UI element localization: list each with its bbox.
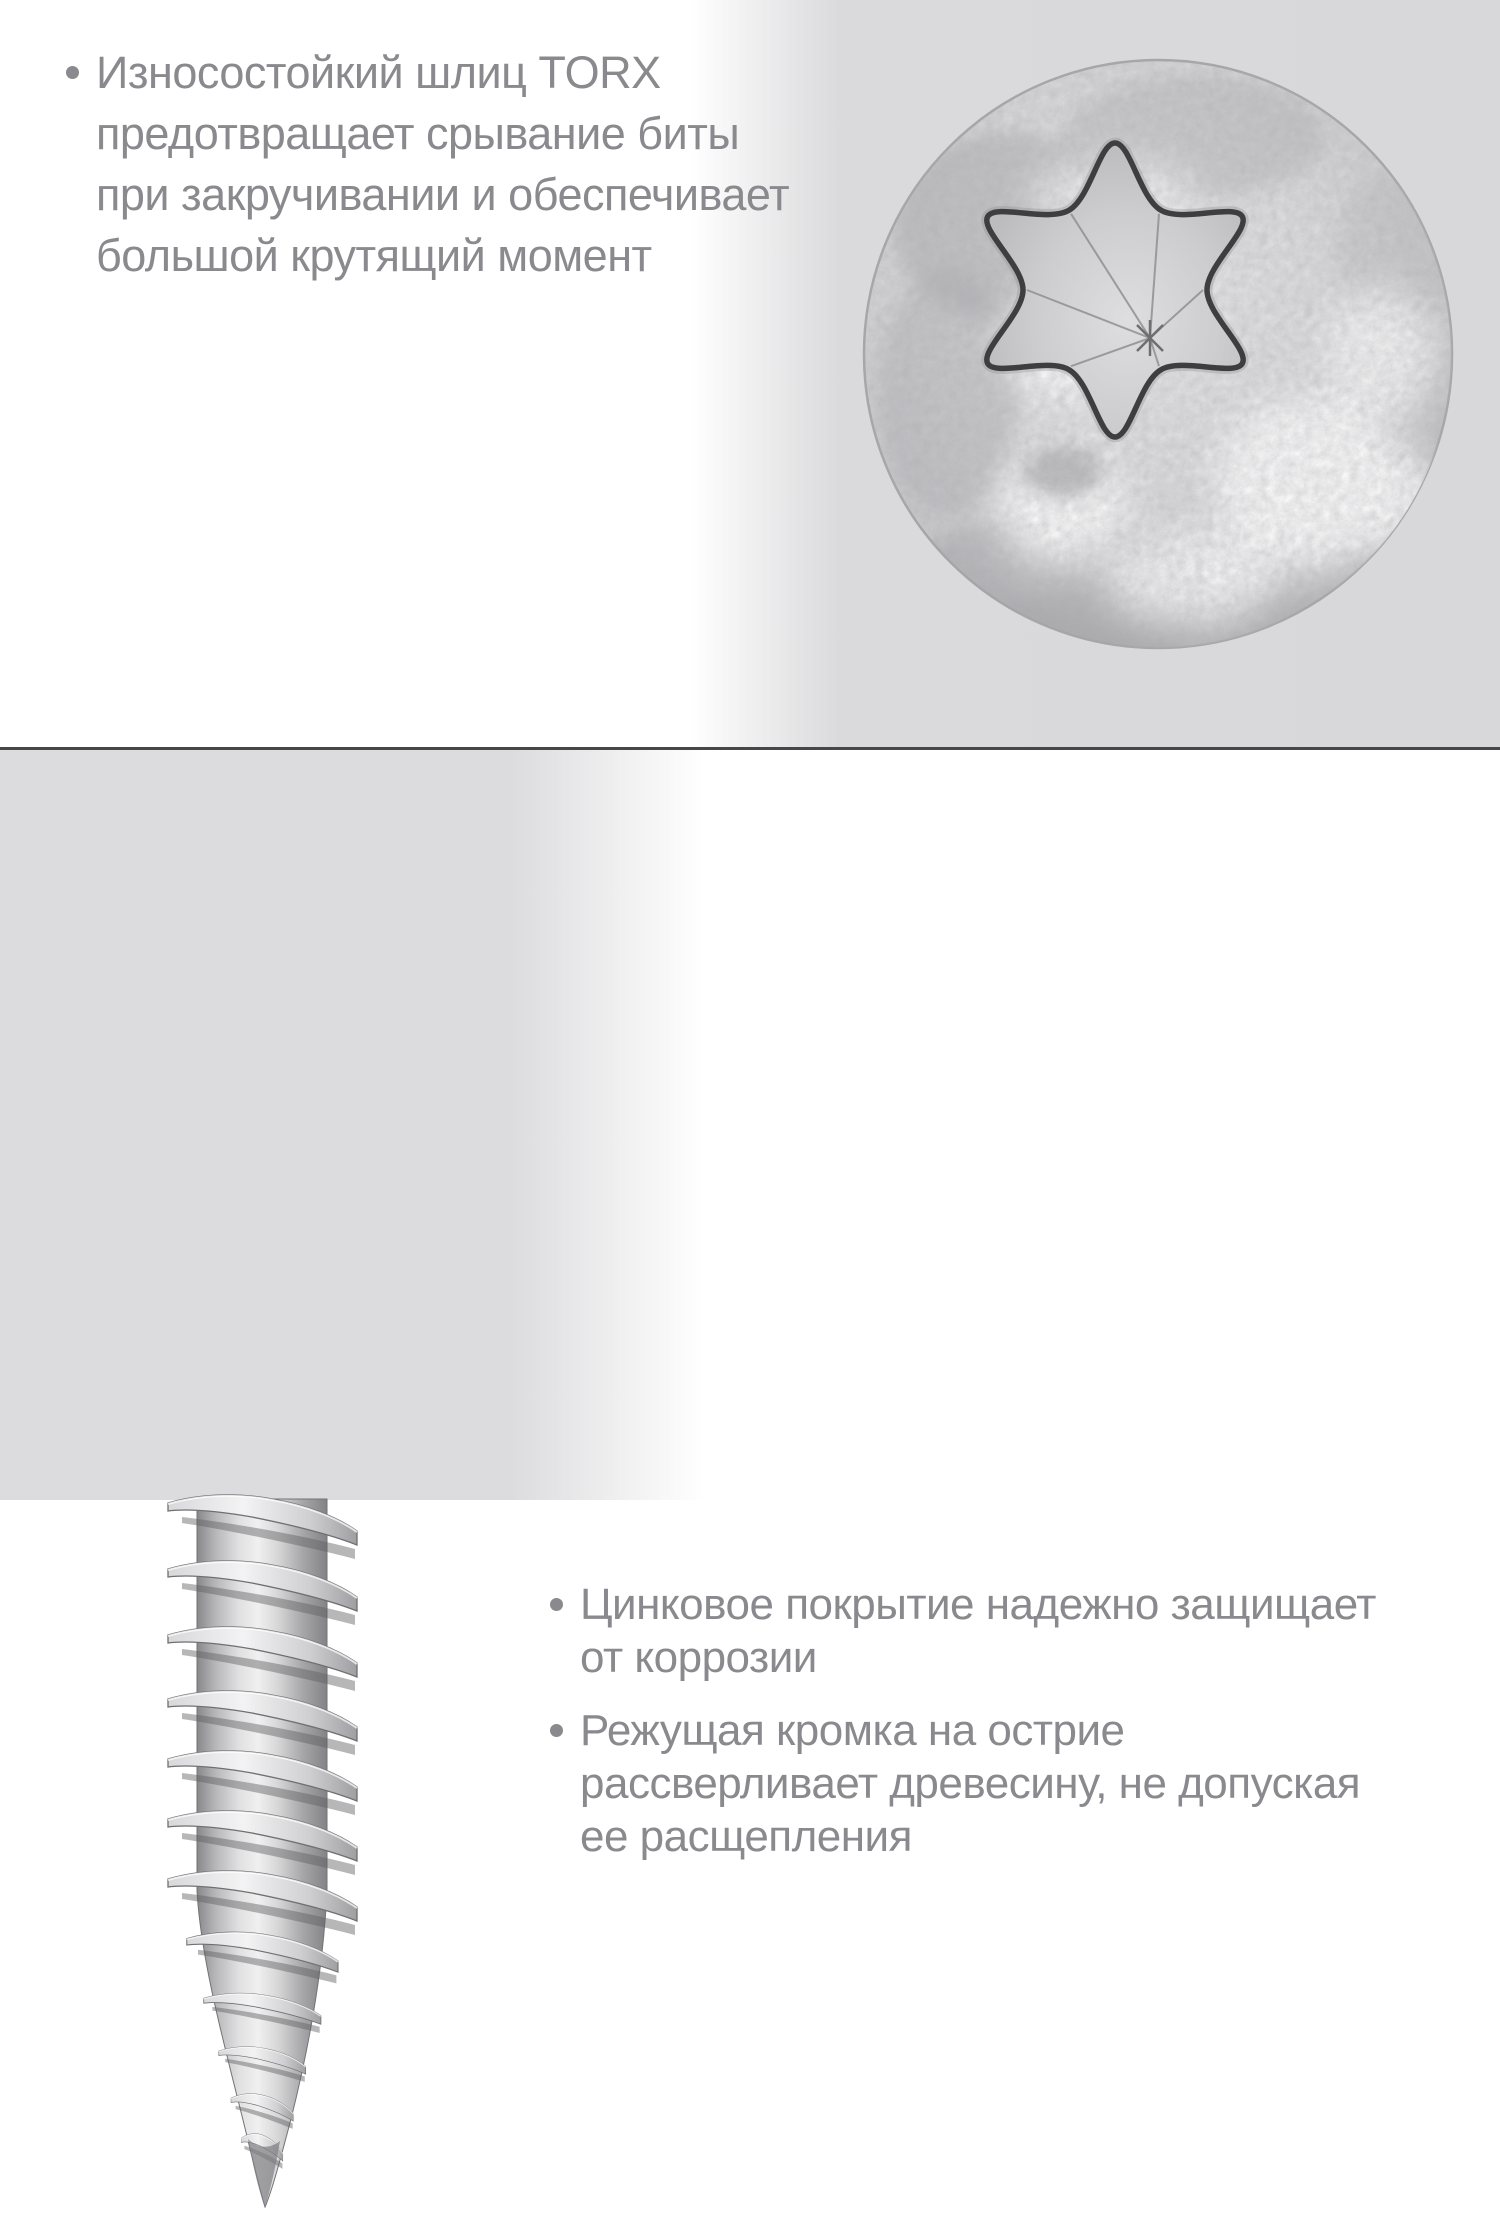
text-line: рассверливает древесину, не допуская: [580, 1759, 1361, 1808]
bullet-dot: [550, 1724, 563, 1737]
bullet-item-cutting-edge: [550, 1704, 1460, 1863]
feature-torx-text: [96, 42, 789, 286]
feature-torx: [66, 42, 886, 286]
bullet-dot: [550, 1598, 563, 1611]
bullet-item-zinc: [550, 1578, 1460, 1684]
text-line: ее расщепления: [580, 1812, 912, 1861]
text-line: большой крутящий момент: [96, 230, 652, 281]
text-line: Режущая кромка на острие: [580, 1706, 1125, 1755]
bottom-section: [0, 750, 1500, 1861]
screw-threads: [168, 1495, 357, 2169]
screw-thread-tip-photo: [148, 1499, 378, 2214]
text-line: при закручивании и обеспечивает: [96, 169, 790, 220]
text-line: предотвращает срывание биты: [96, 108, 740, 159]
feature-cutting-edge-text: [580, 1704, 1360, 1863]
text-line: от коррозии: [580, 1633, 817, 1682]
feature-zinc-text: [580, 1578, 1376, 1684]
text-line: Цинковое покрытие надежно защищает: [580, 1580, 1376, 1629]
text-line: Износостойкий шлиц TORX: [96, 47, 661, 98]
bullet-item-torx: [66, 42, 886, 286]
bullet-dot: [66, 66, 79, 79]
torx-screw-head-photo: [858, 52, 1458, 656]
bottom-features: [550, 1578, 1460, 1883]
top-section: [0, 0, 1500, 747]
